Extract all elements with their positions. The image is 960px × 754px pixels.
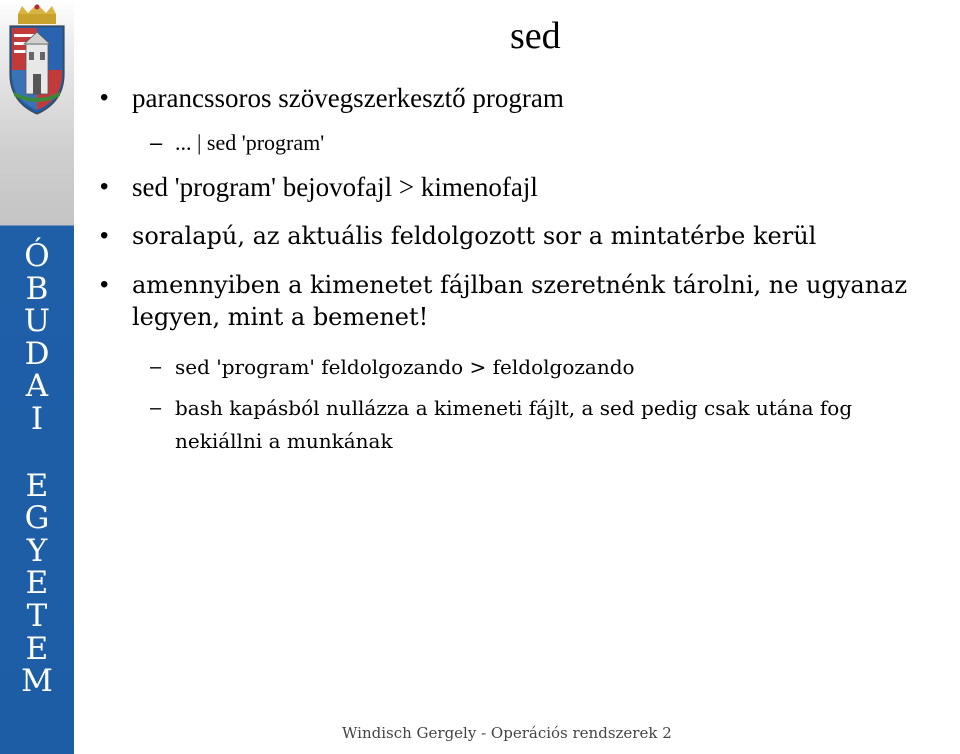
university-name-vertical: [0, 240, 74, 698]
bullet-text: soralapú, az aktuális feldolgozott sor a mintatérbe kerül: [132, 222, 817, 250]
subbullet-dash: –: [150, 130, 163, 155]
name-letter: T: [26, 597, 48, 634]
subbullet-dash: –: [150, 397, 162, 419]
bullet-text: sed 'program' bejovofajl > kimenofajl: [132, 172, 538, 202]
subbullet-item: [150, 351, 940, 384]
name-letter: D: [24, 335, 50, 372]
bullet-dot: •: [100, 84, 109, 111]
bullet-item: [100, 221, 940, 251]
name-letter: B: [25, 270, 49, 307]
subbullet-item: [150, 126, 950, 159]
subbullet-item: [150, 392, 940, 458]
subbullet-text: bash kapásból nullázza a kimeneti fájlt, a sed pedig csak utána fog nekiállni a munkának: [175, 396, 853, 453]
subbullet-dash: –: [150, 356, 162, 378]
name-letter: Y: [26, 532, 48, 569]
subbullet-text: sed 'program' feldolgozando > feldolgozando: [175, 355, 635, 379]
bullet-item: [100, 269, 930, 333]
name-letter: Ó: [24, 238, 50, 274]
bullet-text: parancssoros szövegszerkesztő program: [132, 83, 564, 113]
name-letter: M: [21, 663, 53, 700]
name-letter: E: [25, 467, 49, 504]
sidebar: [0, 0, 74, 754]
slide-footer: Windisch Gergely - Operációs rendszerek 2: [342, 724, 672, 742]
name-letter: I: [30, 400, 44, 437]
bullet-dot: •: [100, 222, 109, 249]
name-letter: E: [25, 630, 49, 667]
bullet-dot: •: [100, 173, 109, 200]
bullet-text: amennyiben a kimenetet fájlban szeretnénk tárolni, ne ugyanaz legyen, mint a bemenet!: [132, 271, 908, 331]
name-letter: G: [24, 500, 50, 537]
subbullet-text: ... | sed 'program': [175, 130, 325, 155]
name-letter: A: [25, 368, 49, 405]
name-letter: U: [23, 303, 51, 340]
bullet-item: [100, 172, 940, 202]
name-letter: E: [25, 565, 49, 602]
bullet-item: [100, 83, 940, 113]
bullet-dot: •: [100, 271, 109, 298]
university-crest-icon: [4, 4, 70, 122]
slide-title: sed: [510, 15, 561, 57]
